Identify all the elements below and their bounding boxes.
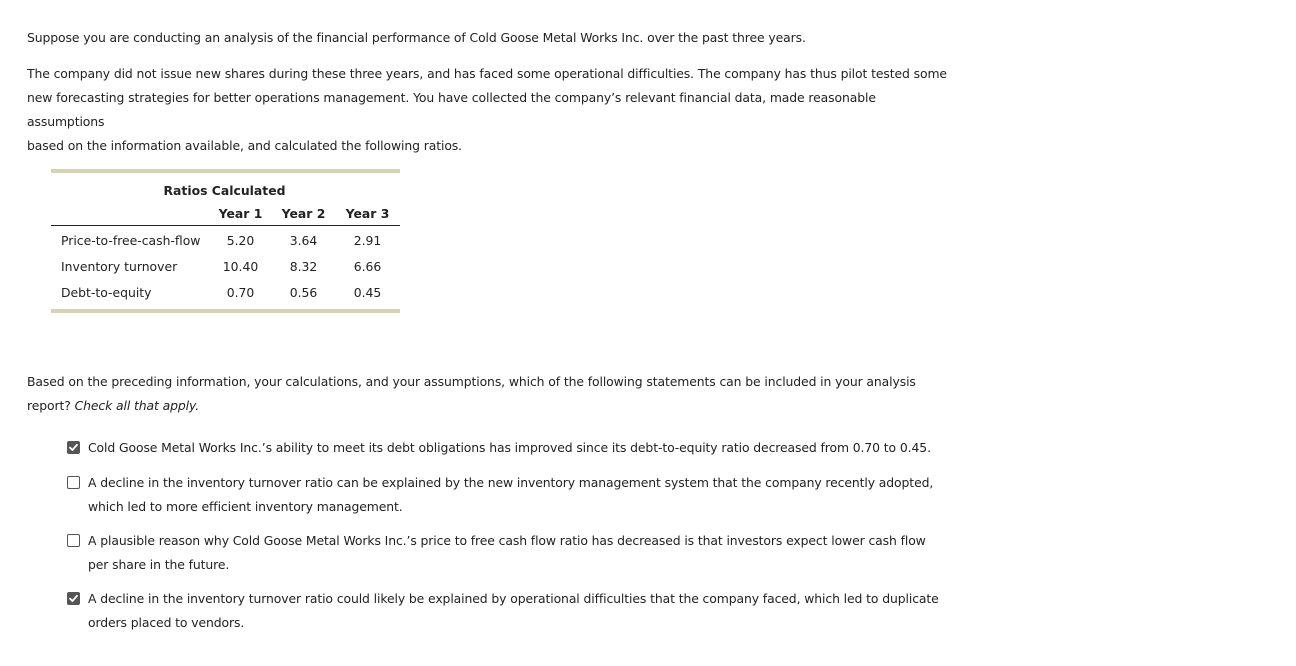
option-text: A decline in the inventory turnover ratio could likely be explained by operational difficulties that the company faced, which led to duplicate xyxy=(88,591,939,606)
table-row xyxy=(51,253,400,279)
answer-options xyxy=(67,436,947,635)
table-cell: 5.20 xyxy=(226,232,255,248)
header-cell-year1: Year 1 xyxy=(209,202,272,226)
checkbox[interactable] xyxy=(67,592,80,605)
row-label: Debt-to-equity xyxy=(61,284,152,300)
checkbox[interactable] xyxy=(67,476,80,489)
table-caption: Ratios Calculated xyxy=(163,183,286,198)
table-bottom-rule xyxy=(51,309,400,313)
context-paragraph xyxy=(27,62,952,158)
ratios-grid xyxy=(51,202,400,309)
answer-option[interactable] xyxy=(67,587,947,635)
instruction-text: Check all that apply. xyxy=(74,398,200,413)
answer-option[interactable] xyxy=(67,471,947,519)
header-cell-year3: Year 3 xyxy=(335,202,400,226)
checkbox[interactable] xyxy=(67,441,80,454)
context-line: based on the information available, and calculated the following ratios. xyxy=(27,138,463,153)
table-cell: 8.32 xyxy=(289,258,318,274)
question-line: report? xyxy=(27,398,75,413)
table-cell: 6.66 xyxy=(353,258,382,274)
intro-paragraph: Suppose you are conducting an analysis of the financial performance of Cold Goose Metal Works Inc. over the past three years. xyxy=(27,30,806,45)
table-header-row xyxy=(51,202,400,226)
option-text: per share in the future. xyxy=(88,557,230,572)
option-text: which led to more efficient inventory management. xyxy=(88,499,403,514)
option-text: A decline in the inventory turnover ratio can be explained by the new inventory management system that the company recently adopted, xyxy=(88,475,934,490)
context-line: The company did not issue new shares during these three years, and has faced some operational difficulties. The company has thus pilot tested some xyxy=(27,66,947,81)
question-prompt xyxy=(27,370,927,418)
table-top-rule xyxy=(51,169,400,173)
row-label: Price-to-free-cash-flow xyxy=(61,232,201,248)
table-cell: 0.70 xyxy=(226,284,255,300)
table-cell: 3.64 xyxy=(289,232,318,248)
option-text: orders placed to vendors. xyxy=(88,615,245,630)
header-cell-blank xyxy=(51,202,209,226)
row-label: Inventory turnover xyxy=(61,258,178,274)
checkmark-icon xyxy=(68,593,79,604)
ratios-table xyxy=(51,169,400,313)
option-text: A plausible reason why Cold Goose Metal Works Inc.’s price to free cash flow ratio has decreased is that investors expect lower cash flow xyxy=(88,533,926,548)
context-line: new forecasting strategies for better operations management. You have collected the company’s relevant financial data, made reasonable assumptions xyxy=(27,90,876,129)
answer-option[interactable] xyxy=(67,529,947,577)
answer-option[interactable] xyxy=(67,436,947,460)
checkbox[interactable] xyxy=(67,534,80,547)
table-cell: 2.91 xyxy=(353,232,382,248)
table-cell: 10.40 xyxy=(222,258,259,274)
table-row xyxy=(51,279,400,309)
checkmark-icon xyxy=(68,442,79,453)
table-cell: 0.56 xyxy=(289,284,318,300)
table-row xyxy=(51,226,400,254)
header-cell-year2: Year 2 xyxy=(272,202,335,226)
table-cell: 0.45 xyxy=(353,284,382,300)
option-text: Cold Goose Metal Works Inc.’s ability to meet its debt obligations has improved since its debt-to-equity ratio decreased from 0.70 to 0.45. xyxy=(88,440,931,455)
question-line: Based on the preceding information, your calculations, and your assumptions, which of the following statements can be included in your analysis xyxy=(27,374,916,389)
